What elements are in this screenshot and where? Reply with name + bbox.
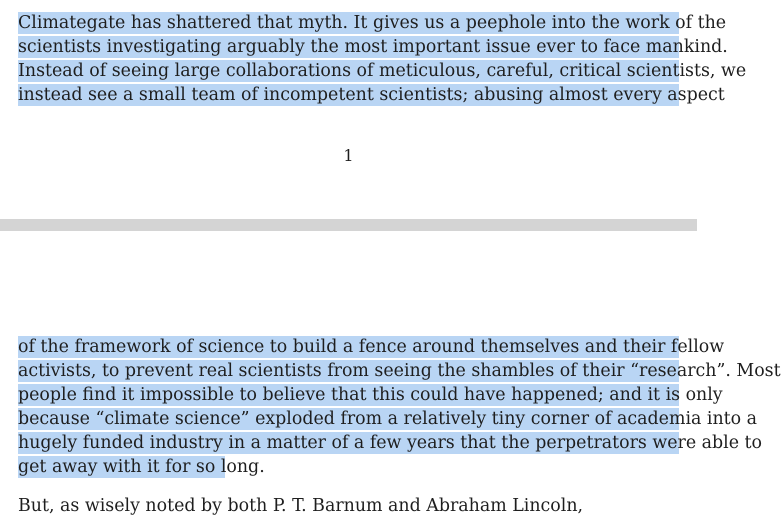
selected-text-line[interactable]: instead see a small team of incompetent scientists; abusing almost every aspect xyxy=(18,85,725,105)
selected-text-line[interactable]: people find it impossible to believe that this could have happened; and it is only xyxy=(18,385,723,405)
selected-text-line[interactable]: of the framework of science to build a fence around themselves and their fellow xyxy=(18,337,725,357)
selected-text-line[interactable]: Instead of seeing large collaborations of meticulous, careful, critical scientists, we xyxy=(18,61,747,81)
paragraph-text[interactable]: But, as wisely noted by both P. T. Barnum and Abraham Lincoln, xyxy=(18,496,584,516)
page-break-separator xyxy=(0,219,697,231)
selected-text-line[interactable]: because “climate science” exploded from a relatively tiny corner of academia into a xyxy=(18,409,758,429)
document-page-top xyxy=(0,0,747,219)
selection-end-text: get away with it for so long. xyxy=(18,457,265,477)
selected-text-line[interactable]: activists, to prevent real scientists from seeing the shambles of their “research”. Most xyxy=(18,361,781,381)
selected-text-line[interactable]: hugely funded industry in a matter of a few years that the perpetrators were able to xyxy=(18,433,763,453)
document-page-bottom xyxy=(0,231,781,528)
selection-end-line[interactable] xyxy=(18,456,265,478)
page-number: 1 xyxy=(343,146,354,165)
selected-text-line[interactable]: Climategate has shattered that myth. It gives us a peephole into the work of the xyxy=(18,13,727,33)
selected-text-line[interactable]: scientists investigating arguably the most important issue ever to face mankind. xyxy=(18,37,728,57)
